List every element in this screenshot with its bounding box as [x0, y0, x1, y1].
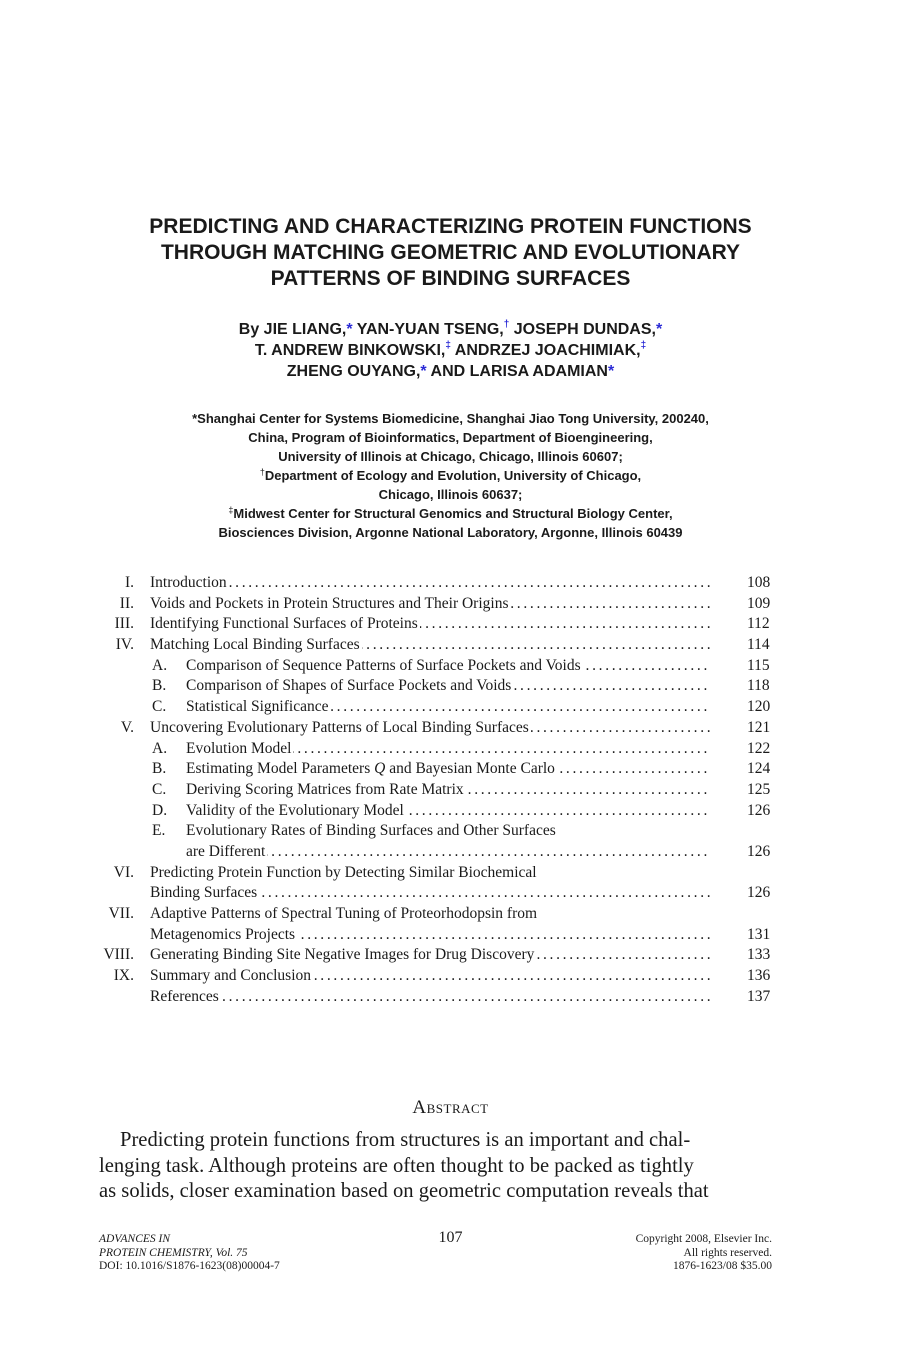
title-line: PREDICTING AND CHARACTERIZING PROTEIN FUNCTIONS — [149, 215, 752, 238]
toc-title-text: Evolutionary Rates of Binding Surfaces and Other Surfaces — [186, 822, 556, 840]
toc-title — [150, 966, 711, 987]
toc-page-number: 126 — [747, 884, 771, 902]
toc-entry — [0, 594, 901, 615]
rights-line: All rights reserved. — [683, 1246, 772, 1259]
toc-title — [186, 821, 711, 842]
affiliation-line: *Shanghai Center for Systems Biomedicine, Shanghai Jiao Tong University, 200240, — [192, 411, 709, 426]
toc-title-text: Binding Surfaces — [150, 884, 258, 902]
toc-entry — [0, 883, 901, 904]
author-name: By JIE LIANG, — [238, 321, 347, 338]
author-name: ANDRZEJ JOACHIMIAK, — [450, 342, 641, 359]
toc-title-symbol: Q — [374, 760, 386, 778]
toc-page-number: 121 — [747, 718, 771, 736]
toc-entry — [0, 656, 901, 677]
toc-section-number: IX. — [113, 967, 134, 985]
toc-section-number: VI. — [113, 863, 134, 881]
toc-section-number: I. — [124, 574, 134, 591]
toc-section-number: IV. — [115, 636, 134, 654]
toc-subsection-letter: E. — [152, 822, 166, 840]
toc-page-number: 124 — [747, 760, 771, 778]
author-line — [60, 340, 841, 361]
toc-title-text: Adaptive Patterns of Spectral Tuning of Proteorhodopsin from — [150, 905, 538, 922]
toc-page-number: 118 — [747, 677, 770, 695]
toc-page-number: 114 — [747, 636, 770, 654]
toc-section-number: VII. — [108, 905, 134, 922]
paper-title — [60, 214, 841, 292]
toc-title — [150, 718, 711, 739]
abstract-body — [99, 1128, 772, 1205]
toc-entry — [0, 614, 901, 635]
author-line — [60, 361, 841, 382]
toc-entry — [0, 987, 901, 1008]
title-line: THROUGH MATCHING GEOMETRIC AND EVOLUTIONARY — [160, 241, 741, 264]
toc-entry — [0, 863, 901, 884]
toc-title — [150, 945, 711, 966]
toc-page-number: 126 — [747, 801, 771, 819]
toc-entry — [0, 945, 901, 966]
toc-title-text: Predicting Protein Function by Detecting Similar Biochemical — [150, 863, 537, 881]
toc-title — [186, 697, 711, 718]
toc-title-text: Deriving Scoring Matrices from Rate Matrix — [186, 780, 464, 798]
toc-title-text: Estimating Model Parameters — [186, 760, 371, 778]
toc-title-text: References — [150, 987, 219, 1005]
toc-page-number: 126 — [747, 842, 771, 860]
toc-page-number: 131 — [747, 925, 771, 943]
toc-section-number: V. — [120, 718, 134, 736]
affiliation-mark: † — [503, 319, 510, 330]
toc-title-text: Validity of the Evolutionary Model — [186, 801, 404, 819]
toc-entry — [0, 925, 901, 946]
toc-title — [150, 987, 711, 1008]
issn-line: 1876-1623/08 $35.00 — [672, 1260, 772, 1272]
journal-name: ADVANCES IN — [99, 1233, 171, 1245]
toc-entry — [0, 821, 901, 842]
toc-page-number: 137 — [747, 987, 771, 1005]
toc-title-text: Generating Binding Site Negative Images for Drug Discovery — [150, 946, 535, 964]
toc-page-number: 136 — [747, 967, 771, 985]
toc-title-text: Metagenomics Projects — [150, 925, 296, 943]
affiliation-text: Department of Ecology and Evolution, University of Chicago, — [264, 468, 642, 483]
toc-entry — [0, 573, 901, 594]
toc-page-number: 122 — [747, 739, 771, 757]
author-list — [60, 319, 841, 382]
affiliation-mark: † — [259, 467, 265, 477]
affiliation-text: Midwest Center for Structural Genomics and Structural Biology Center, — [233, 506, 673, 521]
affiliation-line — [60, 504, 841, 523]
toc-title — [150, 614, 711, 635]
copyright-line: Copyright 2008, Elsevier Inc. — [635, 1233, 772, 1245]
toc-subsection-letter: D. — [152, 801, 168, 819]
abstract-line: lenging task. Although proteins are often thought to be packed as tightly — [99, 1154, 694, 1177]
toc-title — [150, 594, 711, 615]
toc-entry — [0, 676, 901, 697]
toc-page-number: 133 — [747, 946, 771, 964]
toc-entry — [0, 635, 901, 656]
toc-title — [186, 676, 711, 697]
toc-title — [150, 863, 711, 884]
toc-section-number: II. — [119, 594, 134, 612]
toc-title — [186, 656, 711, 677]
toc-title-text: Voids and Pockets in Protein Structures and Their Origins — [150, 594, 509, 612]
toc-title-text: Matching Local Binding Surfaces — [150, 636, 360, 654]
author-name: JOSEPH DUNDAS, — [509, 321, 656, 338]
toc-subsection-letter: A. — [152, 739, 168, 757]
toc-title-text: Evolution Model — [186, 739, 292, 757]
toc-subsection-letter: B. — [152, 760, 167, 778]
affiliations — [60, 409, 841, 542]
toc-page-number: 109 — [747, 594, 771, 612]
author-name: T. ANDREW BINKOWSKI, — [254, 342, 446, 359]
toc-title — [150, 883, 711, 904]
affiliation-line: Chicago, Illinois 60637; — [378, 487, 523, 502]
toc-section-number: III. — [114, 615, 134, 633]
toc-page-number: 120 — [747, 698, 771, 716]
toc-title-text: Summary and Conclusion — [150, 967, 312, 985]
affiliation-mark: ‡ — [445, 340, 451, 351]
toc-subsection-letter: B. — [152, 677, 167, 695]
journal-volume: PROTEIN CHEMISTRY, Vol. 75 — [99, 1246, 248, 1259]
affiliation-mark: ‡ — [228, 505, 234, 515]
abstract-line: Predicting protein functions from structures is an important and chal- — [120, 1129, 691, 1151]
toc-page-number: 108 — [747, 574, 771, 591]
toc-title-text: Comparison of Sequence Patterns of Surface Pockets and Voids — [186, 656, 581, 674]
toc-title — [186, 759, 711, 780]
toc-page-number: 115 — [747, 656, 770, 674]
toc-subsection-letter: A. — [152, 656, 168, 674]
toc-title-text: and Bayesian Monte Carlo — [389, 760, 555, 778]
toc-title-text: Identifying Functional Surfaces of Proteins — [150, 615, 418, 633]
affiliation-mark: * — [607, 363, 615, 380]
affiliation-line: China, Program of Bioinformatics, Department of Bioengineering, — [248, 430, 653, 445]
toc-title-text: Uncovering Evolutionary Patterns of Local Binding Surfaces — [150, 718, 529, 736]
toc-title — [150, 635, 711, 656]
title-line: PATTERNS OF BINDING SURFACES — [270, 267, 631, 290]
toc-title — [150, 925, 711, 946]
affiliation-line — [60, 466, 841, 485]
author-name: ZHENG OUYANG, — [286, 363, 421, 380]
affiliation-mark: * — [346, 321, 353, 338]
toc-entry — [0, 842, 901, 863]
toc-entry — [0, 739, 901, 760]
toc-title-text: Statistical Significance — [186, 698, 329, 716]
doi: DOI: 10.1016/S1876-1623(08)00004-7 — [99, 1260, 280, 1272]
author-name: YAN-YUAN TSENG, — [352, 321, 504, 338]
toc-title — [186, 801, 711, 822]
affiliation-mark: ‡ — [640, 340, 647, 351]
toc-entry — [0, 966, 901, 987]
toc-title — [186, 780, 711, 801]
toc-title-text: are Different — [186, 842, 266, 860]
author-name: AND LARISA ADAMIAN — [426, 363, 608, 380]
toc-subsection-letter: C. — [152, 780, 167, 798]
toc-page-number: 125 — [747, 780, 771, 798]
toc-title-text: Comparison of Shapes of Surface Pockets and Voids — [186, 677, 512, 695]
page-number: 107 — [438, 1229, 463, 1246]
toc-entry — [0, 759, 901, 780]
affiliation-line: University of Illinois at Chicago, Chicago, Illinois 60607; — [278, 449, 623, 464]
toc-title — [150, 904, 711, 925]
author-line — [60, 319, 841, 340]
toc-entry — [0, 904, 901, 925]
toc-section-number: VIII. — [103, 946, 134, 964]
affiliation-mark: * — [420, 363, 427, 380]
toc-title — [186, 842, 711, 863]
toc-entry — [0, 780, 901, 801]
abstract-heading: Abstract — [412, 1097, 489, 1118]
abstract-line: as solids, closer examination based on geometric computation reveals that — [99, 1180, 709, 1202]
toc-entry — [0, 718, 901, 739]
affiliation-mark: * — [655, 321, 663, 338]
toc-title — [150, 573, 711, 594]
copyright-info — [636, 1233, 772, 1274]
toc-title — [186, 739, 711, 760]
table-of-contents — [0, 573, 901, 1007]
toc-page-number: 112 — [747, 615, 770, 633]
toc-subsection-letter: C. — [152, 698, 167, 716]
affiliation-line: Biosciences Division, Argonne National Laboratory, Argonne, Illinois 60439 — [218, 525, 683, 540]
toc-title-text: Introduction — [150, 574, 227, 591]
toc-entry — [0, 697, 901, 718]
toc-entry — [0, 801, 901, 822]
